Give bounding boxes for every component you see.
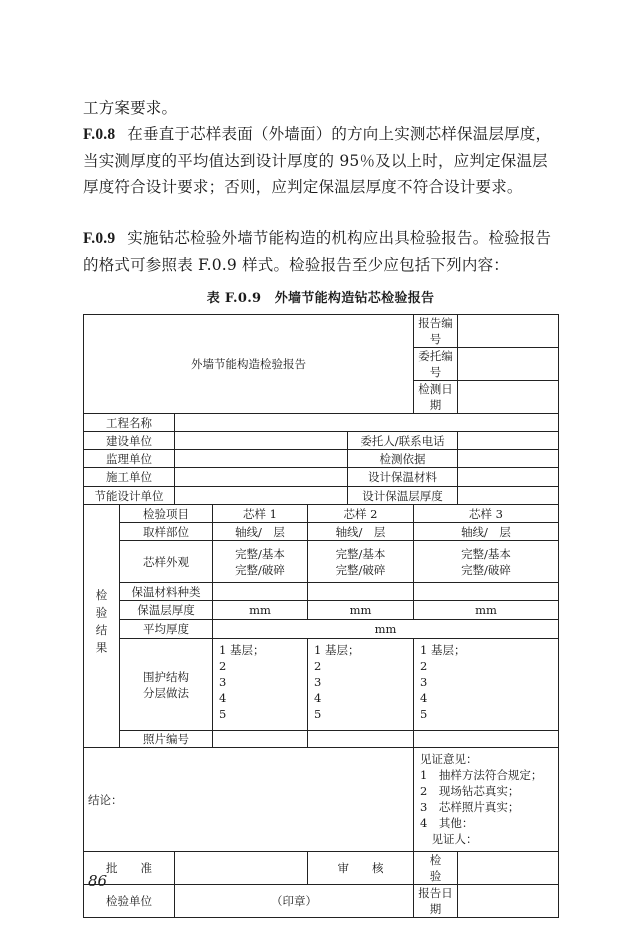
inspection-report-table	[83, 314, 559, 918]
paragraph-continuation: 工方案要求。	[83, 99, 178, 117]
test-basis-value	[458, 450, 559, 468]
material-type-label: 保温材料种类	[120, 583, 213, 601]
conclusion-cell: 结论：	[84, 748, 414, 852]
client-phone-value	[458, 432, 559, 450]
core-3-photo	[414, 731, 559, 748]
core-2-position: 轴线/ 层	[308, 523, 414, 541]
design-material-label: 设计保温材料	[348, 468, 458, 487]
construction-unit-value	[175, 432, 348, 450]
page-number: 86	[88, 872, 108, 890]
core-3-layers: 1 基层； 2 3 4 5	[414, 639, 559, 731]
paragraph-f09	[83, 225, 563, 278]
test-date-label: 检测日期	[414, 381, 458, 414]
inspect-value	[458, 852, 559, 885]
core-3-thickness-unit: mm	[414, 601, 559, 620]
construction-company-value	[175, 468, 348, 487]
design-thickness-value	[458, 487, 559, 505]
construction-company-label: 施工单位	[84, 468, 175, 487]
core-1-photo	[213, 731, 308, 748]
commission-number-label: 委托编号	[414, 348, 458, 381]
approve-label: 批 准	[84, 852, 175, 885]
supervision-unit-value	[175, 450, 348, 468]
core-1-layers: 1 基层； 2 3 4 5	[213, 639, 308, 731]
core-2-photo	[308, 731, 414, 748]
report-number-label: 报告编号	[414, 315, 458, 348]
sampling-position-label: 取样部位	[120, 523, 213, 541]
design-unit-value	[175, 487, 348, 505]
core-2-layers: 1 基层； 2 3 4 5	[308, 639, 414, 731]
result-section-label: 检验结果	[84, 505, 120, 748]
clause-text: 实施钻芯检验外墙节能构造的机构应出具检验报告。检验报告的格式可参照表 F.0.9 样式。检验报告至少应包括下列内容：	[83, 229, 552, 274]
layers-label: 围护结构 分层做法	[120, 639, 213, 731]
core-3-material	[414, 583, 559, 601]
test-date-value	[458, 381, 559, 414]
clause-number: F.0.9	[83, 230, 116, 247]
client-phone-label: 委托人/联系电话	[348, 432, 458, 450]
core-2-header: 芯样 2	[308, 505, 414, 523]
clause-number: F.0.8	[83, 126, 116, 143]
core-3-appearance: 完整/基本 完整/破碎	[414, 541, 559, 583]
construction-unit-label: 建设单位	[84, 432, 175, 450]
average-thickness-label: 平均厚度	[120, 620, 213, 639]
commission-number-value	[458, 348, 559, 381]
item-label: 检验项目	[120, 505, 213, 523]
photo-number-label: 照片编号	[120, 731, 213, 748]
paragraph-f08	[83, 121, 563, 200]
core-1-header: 芯样 1	[213, 505, 308, 523]
appearance-label: 芯样外观	[120, 541, 213, 583]
test-basis-label: 检测依据	[348, 450, 458, 468]
core-2-appearance: 完整/基本 完整/破碎	[308, 541, 414, 583]
review-label: 审 核	[308, 852, 414, 885]
core-3-position: 轴线/ 层	[414, 523, 559, 541]
layer-thickness-label: 保温层厚度	[120, 601, 213, 620]
core-3-header: 芯样 3	[414, 505, 559, 523]
report-date-label: 报告日期	[414, 885, 458, 918]
test-unit-label: 检验单位	[84, 885, 175, 918]
design-unit-label: 节能设计单位	[84, 487, 175, 505]
average-thickness-unit: mm	[213, 620, 559, 639]
supervision-unit-label: 监理单位	[84, 450, 175, 468]
witness-opinion: 见证意见： 1 抽样方法符合规定； 2 现场钻芯真实； 3 芯样照片真实； 4 其他： 见证人：	[414, 748, 559, 852]
report-title: 外墙节能构造检验报告	[84, 315, 414, 414]
report-date-value	[458, 885, 559, 918]
approve-value	[175, 852, 308, 885]
core-2-thickness-unit: mm	[308, 601, 414, 620]
table-caption: 表 F.0.9 外墙节能构造钻芯检验报告	[206, 291, 435, 306]
clause-text: 在垂直于芯样表面（外墙面）的方向上实测芯样保温层厚度，当实测厚度的平均值达到设计厚度的 95％及以上时，应判定保温层厚度符合设计要求；否则，应判定保温层厚度不符合设计要求。	[83, 125, 552, 196]
report-number-value	[458, 315, 559, 348]
inspect-label: 检 验	[414, 852, 458, 885]
core-2-material	[308, 583, 414, 601]
core-1-material	[213, 583, 308, 601]
design-material-value	[458, 468, 559, 487]
project-name-label: 工程名称	[84, 414, 175, 432]
seal-cell: （印章）	[175, 885, 414, 918]
core-1-position: 轴线/ 层	[213, 523, 308, 541]
core-1-appearance: 完整/基本 完整/破碎	[213, 541, 308, 583]
design-thickness-label: 设计保温层厚度	[348, 487, 458, 505]
project-name-value	[175, 414, 559, 432]
core-1-thickness-unit: mm	[213, 601, 308, 620]
